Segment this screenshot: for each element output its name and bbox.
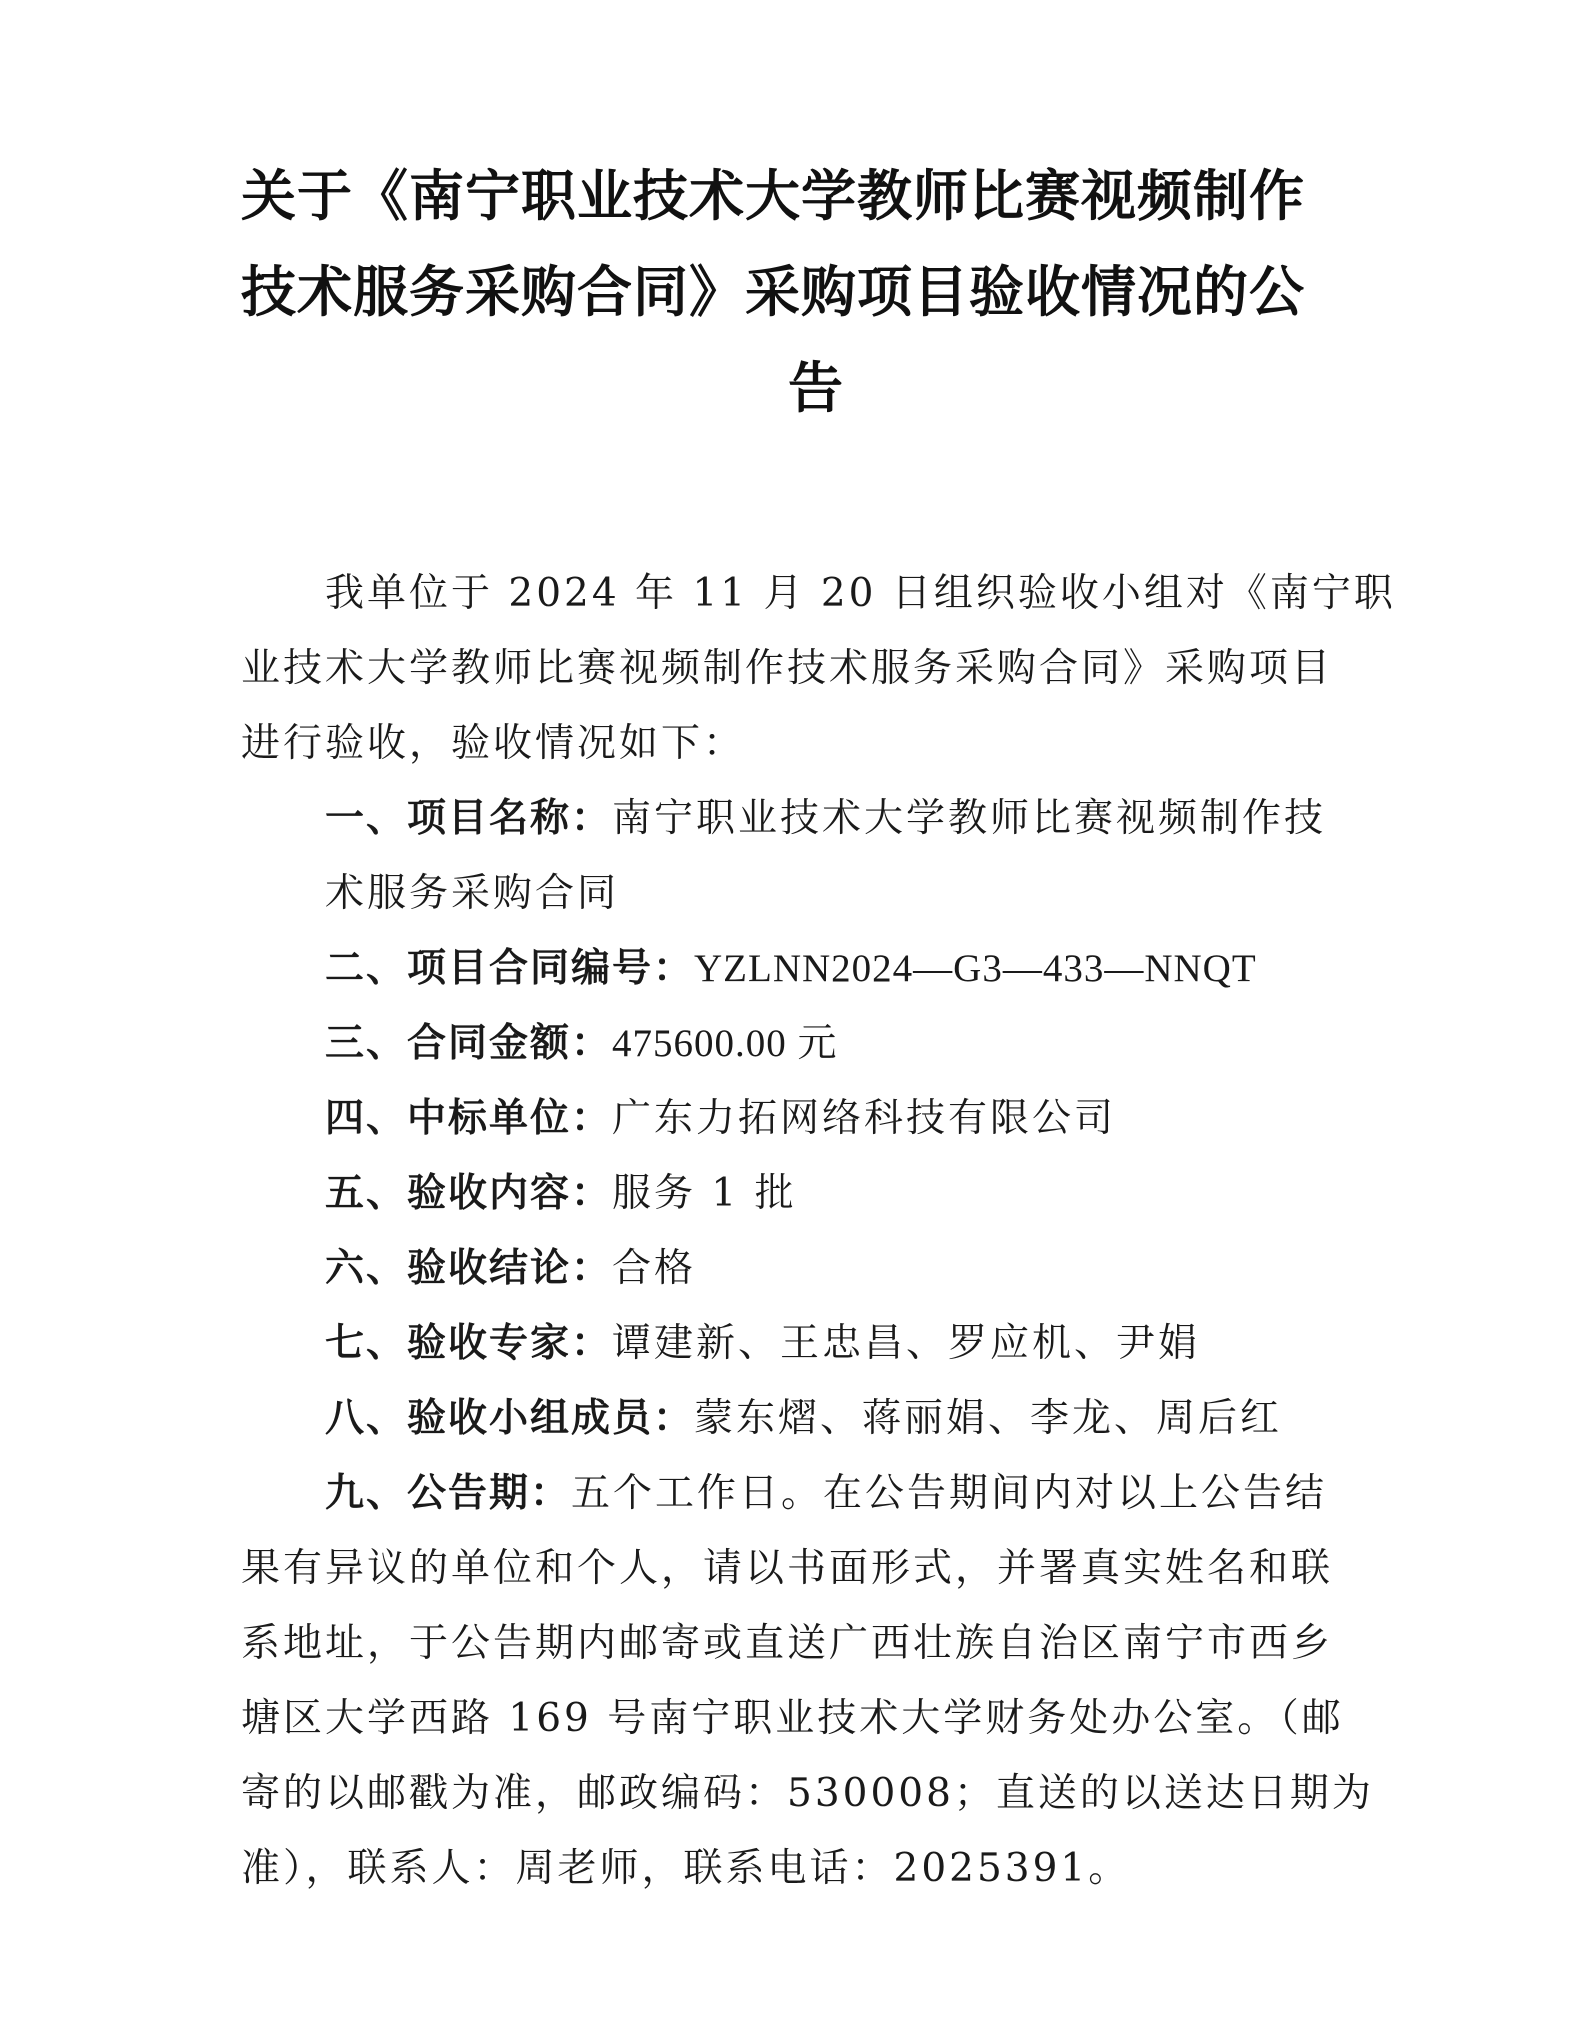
item-content	[241, 1156, 1349, 1231]
item-notice-period	[241, 1456, 1349, 1531]
notice-period-line-4: 塘区大学西路 169 号南宁职业技术大学财务处办公室。（邮	[241, 1696, 1344, 1741]
notice-period-label: 九、公告期：	[325, 1471, 572, 1516]
item-conclusion	[241, 1231, 1349, 1306]
members-value: 蒙东熠、蒋丽娟、李龙、周后红	[694, 1396, 1283, 1441]
project-name-label: 一、项目名称：	[325, 796, 613, 841]
project-name-value-1: 南宁职业技术大学教师比赛视频制作技	[612, 796, 1327, 841]
content-label: 五、验收内容：	[325, 1171, 613, 1216]
notice-period-line-2: 果有异议的单位和个人，请以书面形式，并署真实姓名和联	[241, 1546, 1334, 1591]
amount-value: 475600.00 元	[612, 1022, 838, 1065]
title-line-3: 告	[787, 355, 844, 420]
item-contract-no	[241, 931, 1349, 1006]
winner-value: 广东力拓网络科技有限公司	[612, 1096, 1117, 1141]
conclusion-label: 六、验收结论：	[325, 1246, 613, 1291]
contract-no-value: YZLNN2024—G3—433—NNQT	[694, 947, 1257, 990]
title-line-1: 关于《南宁职业技术大学教师比赛视频制作	[241, 163, 1306, 228]
notice-period-line-5: 寄的以邮戳为准，邮政编码：530008；直送的以送达日期为	[241, 1771, 1374, 1816]
notice-period-line-3: 系地址，于公告期内邮寄或直送广西壮族自治区南宁市西乡	[241, 1621, 1334, 1666]
item-winner	[241, 1081, 1349, 1156]
document-title	[241, 148, 1351, 436]
intro-line-1: 我单位于 2024 年 11 月 20 日组织验收小组对《南宁职	[325, 571, 1396, 616]
notice-period-line-6: 准），联系人：周老师，联系电话：2025391。	[241, 1846, 1131, 1891]
winner-label: 四、中标单位：	[325, 1096, 613, 1141]
experts-value: 谭建新、王忠昌、罗应机、尹娟	[612, 1321, 1201, 1366]
project-name-value-2: 术服务采购合同	[325, 871, 620, 916]
intro-line-3: 进行验收，验收情况如下：	[241, 721, 746, 766]
conclusion-value: 合格	[612, 1246, 697, 1291]
experts-label: 七、验收专家：	[325, 1321, 613, 1366]
members-label: 八、验收小组成员：	[325, 1396, 695, 1441]
intro-line-2: 业技术大学教师比赛视频制作技术服务采购合同》采购项目	[241, 646, 1334, 691]
amount-label: 三、合同金额：	[325, 1021, 613, 1066]
item-experts	[241, 1306, 1349, 1381]
notice-period-value-1: 五个工作日。在公告期间内对以上公告结	[571, 1471, 1328, 1516]
item-members	[241, 1381, 1349, 1456]
document-body	[241, 556, 1396, 1906]
item-amount	[241, 1006, 1349, 1081]
title-line-2: 技术服务采购合同》采购项目验收情况的公	[241, 259, 1306, 324]
item-project-name	[241, 781, 1349, 856]
contract-no-label: 二、项目合同编号：	[325, 946, 695, 991]
content-value: 服务 1 批	[612, 1171, 797, 1216]
